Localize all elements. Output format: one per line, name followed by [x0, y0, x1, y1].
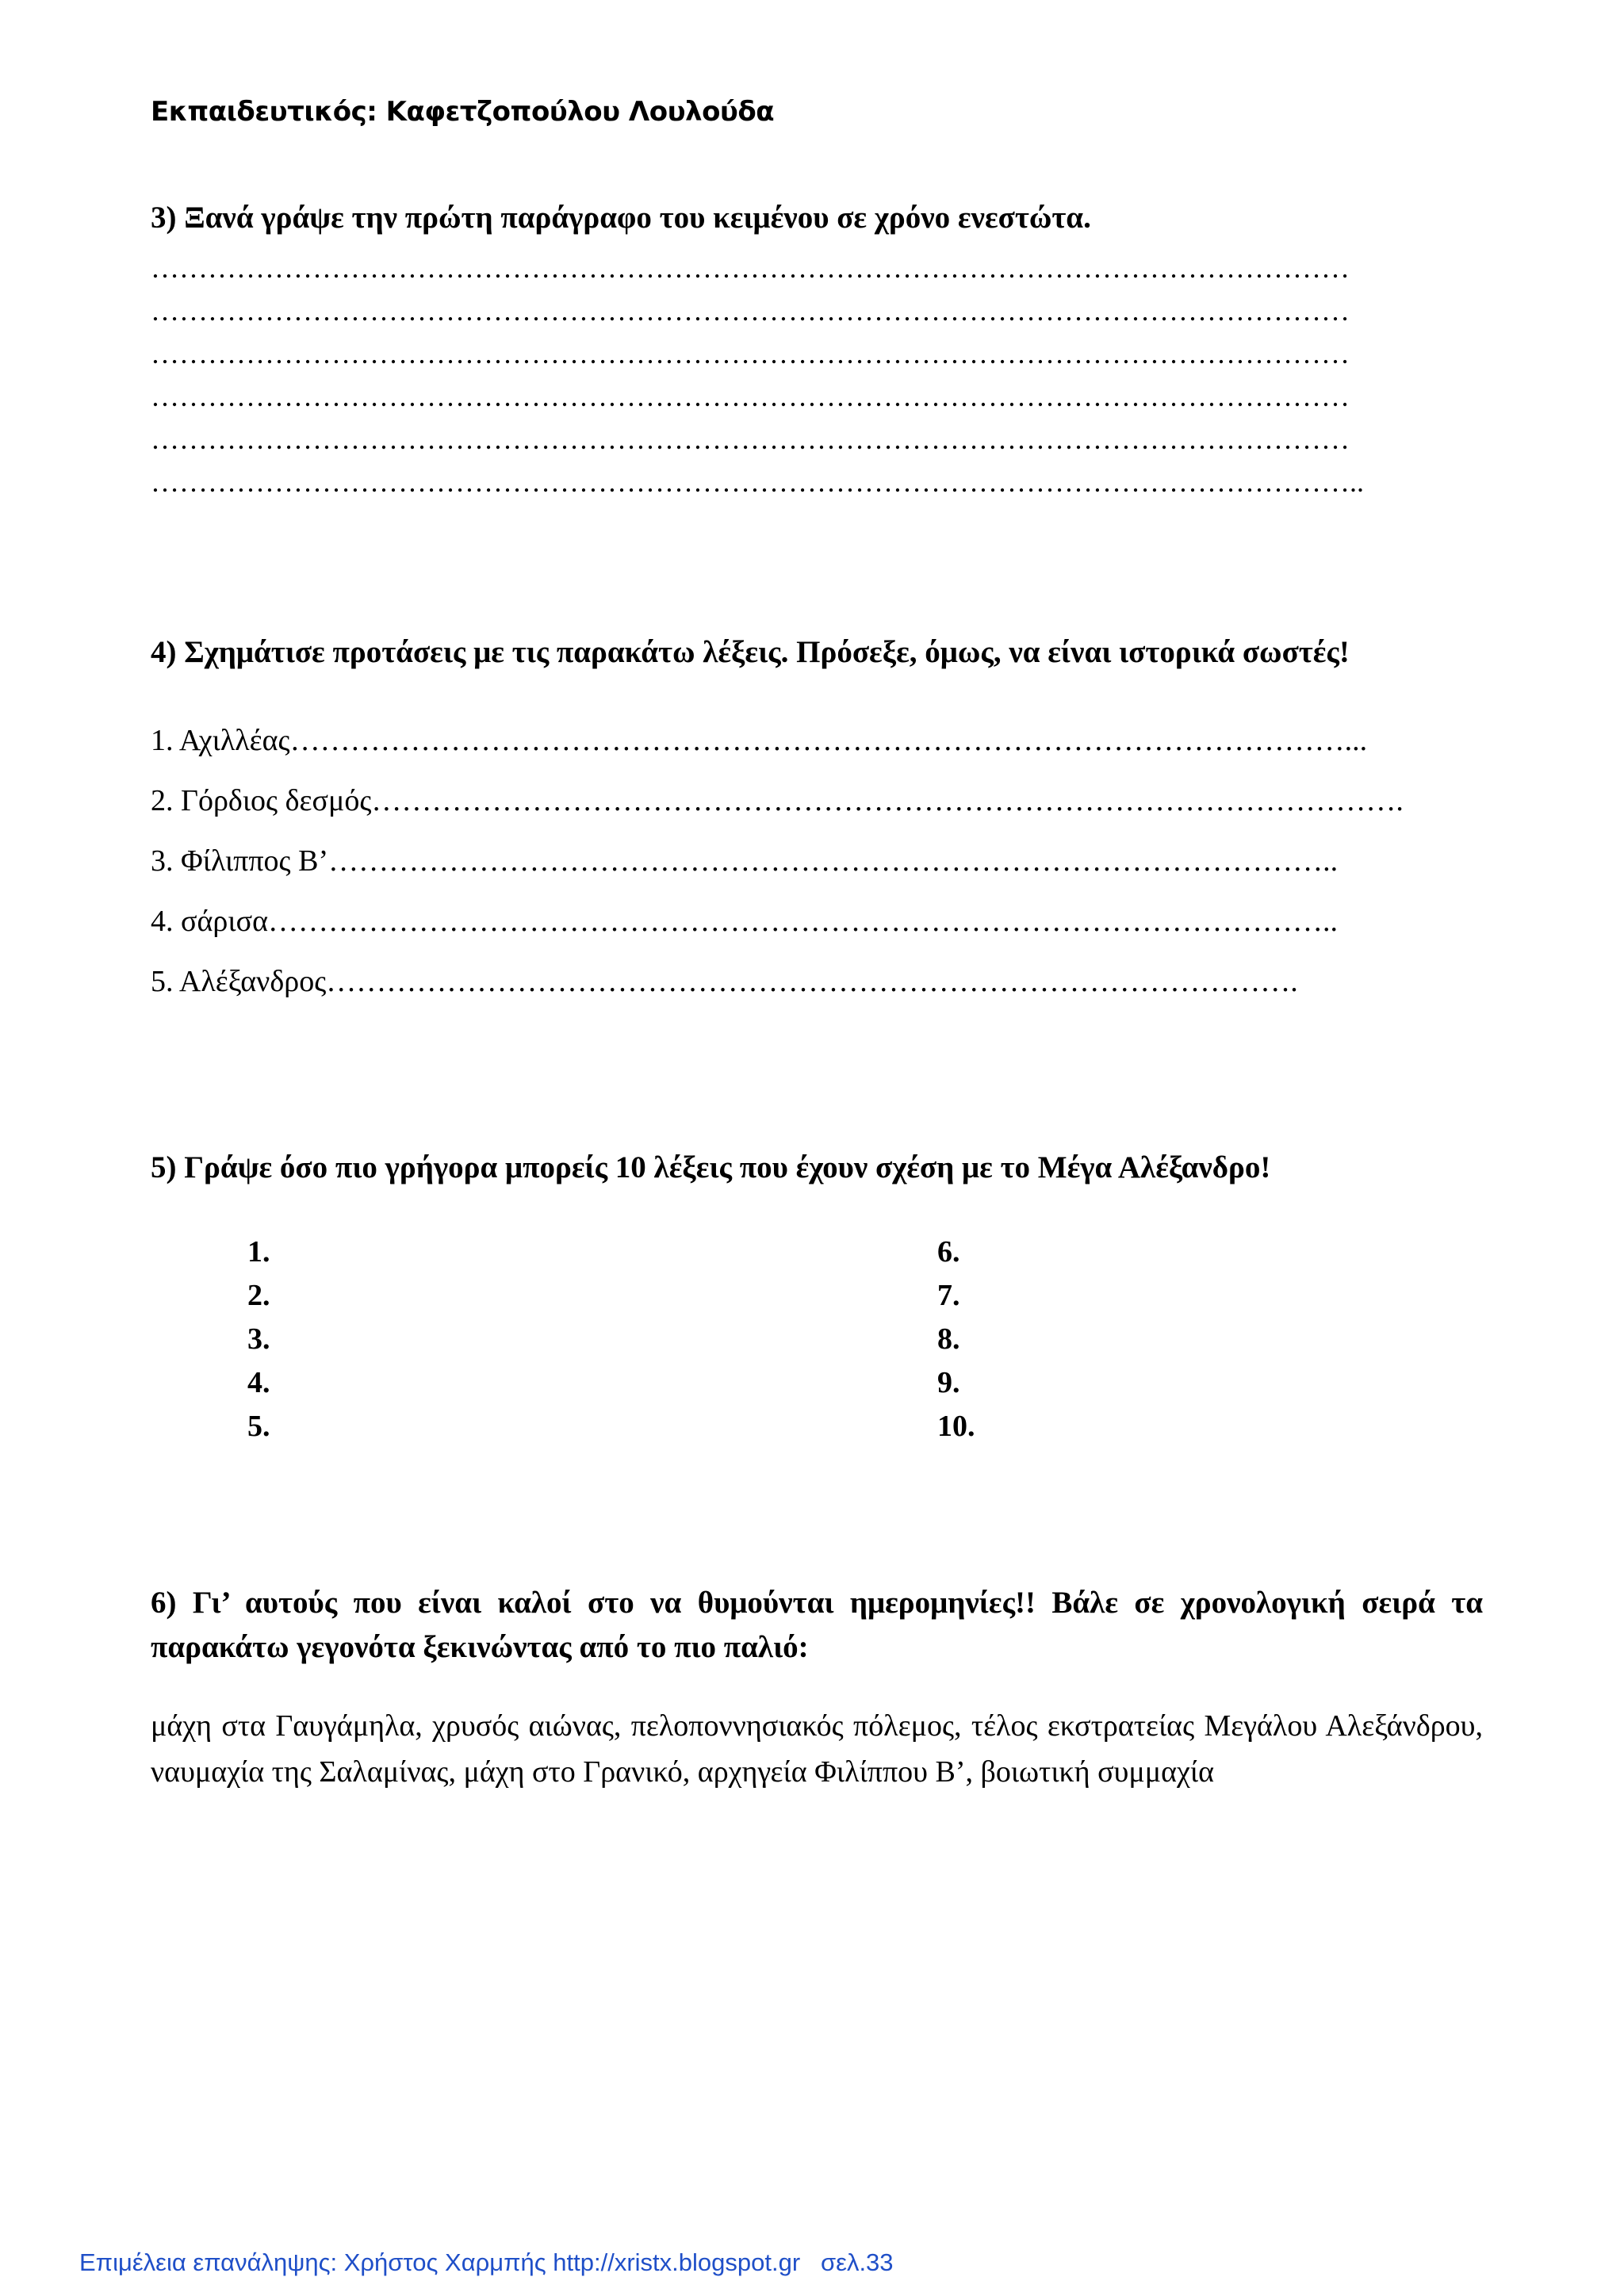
exercise-4-word: 1. Αχιλλέας [151, 724, 290, 757]
exercise-4-item [151, 721, 1483, 760]
teacher-header: Εκπαιδευτικός: Καφετζοπούλου Λουλούδα [151, 96, 775, 128]
exercise-3-line: ……………………………………………………………………………………………………………… [151, 252, 1350, 284]
exercise-5-left-column [247, 1230, 270, 1448]
exercise-4-item [151, 782, 1483, 820]
exercise-4-item [151, 842, 1483, 880]
exercise-3-line: ……………………………………………………………………………………………………………… [151, 295, 1350, 327]
exercise-3-line: ……………………………………………………………………………………………………………….. [151, 466, 1364, 498]
exercise-3-line: ……………………………………………………………………………………………………………… [151, 381, 1350, 412]
exercise-3-heading: 3) Ξανά γράψε την πρώτη παράγραφο του κειμένου σε χρόνο ενεστώτα. [151, 201, 1091, 235]
answer-dots: ……………………………………………………………………………………….. [328, 844, 1339, 878]
exercise-4-item [151, 902, 1483, 940]
exercise-4-word: 3. Φίλιππος Β’ [151, 844, 329, 878]
list-number: 3. [247, 1322, 270, 1356]
answer-dots: ……………………………………………………………………………………………... [289, 724, 1368, 757]
exercise-5-heading: 5) Γράψε όσο πιο γρήγορα μπορείς 10 λέξεις που έχουν σχέση με το Μέγα Αλέξανδρο! [151, 1150, 1271, 1184]
list-number: 9. [937, 1366, 960, 1399]
list-number: 4. [247, 1366, 270, 1399]
answer-dots: ……………………………………………………………………………………. [326, 965, 1298, 998]
list-number: 1. [247, 1235, 270, 1269]
exercise-3-line: ……………………………………………………………………………………………………………… [151, 338, 1350, 369]
exercise-3-line: ……………………………………………………………………………………………………………… [151, 423, 1350, 455]
page-footer: Επιμέλεια επανάληψης: Χρήστος Χαρμπής http://xristx.blogspot.gr σελ.33 [79, 2248, 894, 2276]
exercise-4-word: 2. Γόρδιος δεσμός [151, 784, 372, 817]
exercise-6-heading: 6) Γι’ αυτούς που είναι καλοί στο να θυμούνται ημερομηνίες!! Βάλε σε χρονολογική σειρά τα παρακάτω γεγονότα ξεκινώντας από το πιο παλιό: [151, 1586, 1483, 1664]
list-number: 6. [937, 1235, 960, 1269]
answer-dots: …………………………………………………………………………………………….. [267, 905, 1338, 938]
list-number: 10. [937, 1410, 975, 1443]
exercise-6-events: μάχη στα Γαυγάμηλα, χρυσός αιώνας, πελοποννησιακός πόλεμος, τέλος εκστρατείας Μεγάλου Αλεξάνδρου, ναυμαχία της Σαλαμίνας, μάχη στο Γρανικό, αρχηγεία Φιλίππου Β’, βοιωτική συμμαχία [151, 1709, 1483, 1789]
exercise-5-right-column [937, 1230, 975, 1448]
exercise-4-heading: 4) Σχημάτισε προτάσεις με τις παρακάτω λέξεις. Πρόσεξε, όμως, να είναι ιστορικά σωστές! [151, 635, 1350, 669]
exercise-4-word: 5. Αλέξανδρος [151, 965, 327, 998]
list-number: 2. [247, 1279, 270, 1312]
list-number: 7. [937, 1279, 960, 1312]
list-number: 8. [937, 1322, 960, 1356]
exercise-4-item [151, 962, 1483, 1001]
answer-dots: …………………………………………………………………………………………. [371, 784, 1404, 817]
exercise-4-word: 4. σάρισα [151, 905, 268, 938]
list-number: 5. [247, 1410, 270, 1443]
